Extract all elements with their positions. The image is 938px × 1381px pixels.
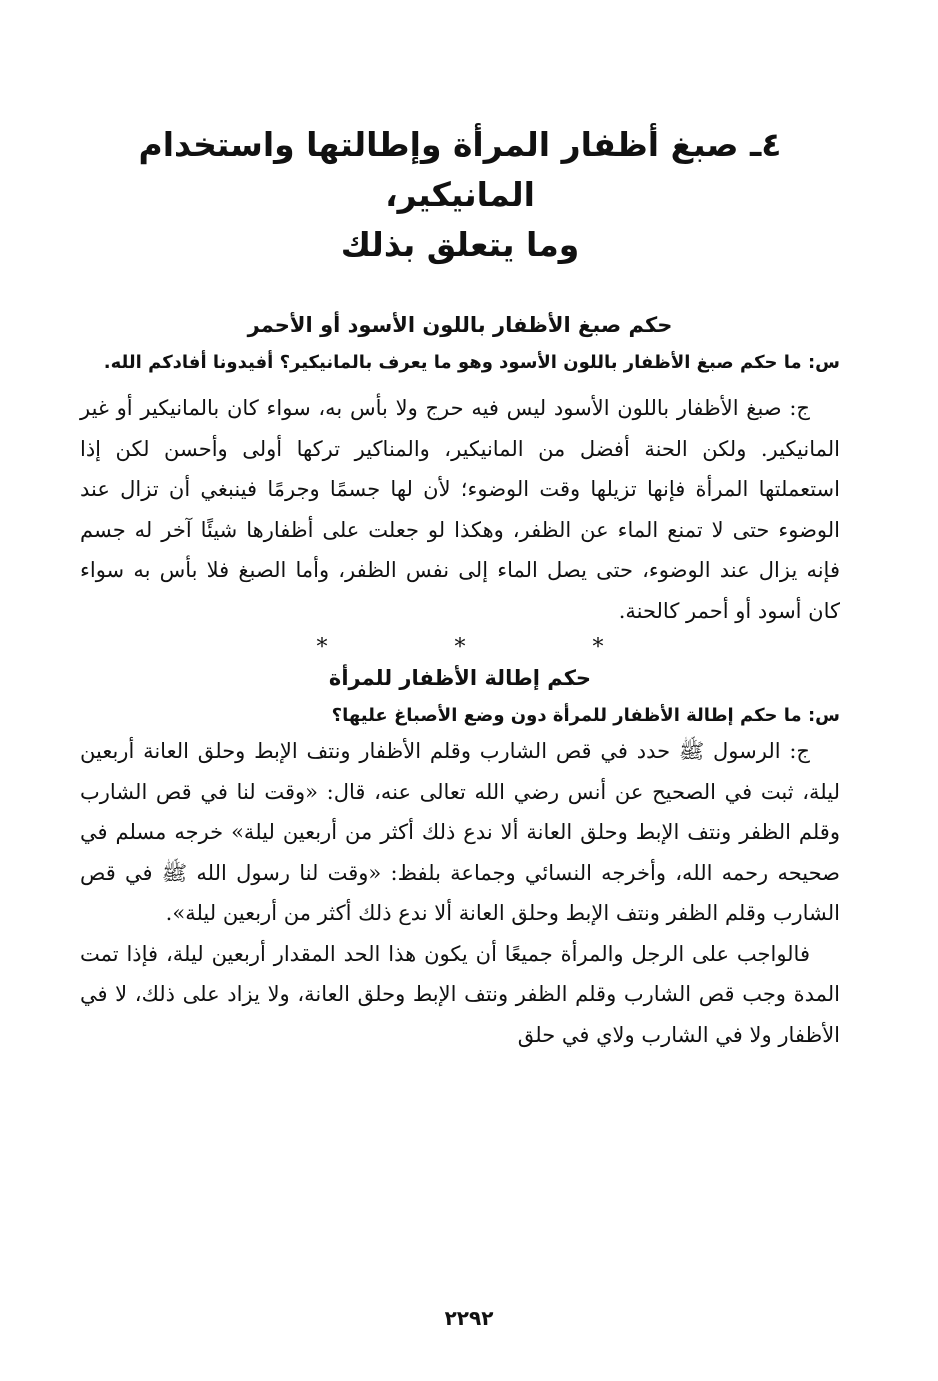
chapter-title-line1: ٤ـ صبغ أظفار المرأة وإطالتها واستخدام المانيكير، — [138, 125, 782, 214]
page-content — [80, 120, 840, 1055]
question-lengthening: س: ما حكم إطالة الأظفار للمرأة دون وضع الأصباغ عليها؟ — [331, 705, 840, 726]
answer-dyeing: ج: صبغ الأظفار باللون الأسود ليس فيه حرج ولا بأس به، سواء كان بالمانيكير أو غير المانيكير. ولكن الحنة أفضل من المانيكير، والمناكير تركها أولى وأحسن لكن إذا استعملتها المرأة فإنها تزيلها وقت الوضوء؛ لأن لها جسمًا وجرمًا فينبغي أن تزال عند الوضوء حتى لا تمنع الماء عن الظفر، وهكذا لو جعلت على أظفارها شيئًا آخر له جسم فإنه يزال عند الوضوء، حتى يصل الماء إلى نفس الظفر، وأما الصبغ فلا بأس به سواء كان أسود أو أحمر كالحنة. — [80, 396, 840, 623]
chapter-title — [80, 120, 840, 270]
section-heading-lengthening: حكم إطالة الأظفار للمرأة — [328, 666, 592, 690]
section-separator: * * * — [316, 635, 664, 660]
chapter-title-line2: وما يتعلق بذلك — [340, 225, 580, 264]
page-number: ٢٢٩٢ — [444, 1306, 494, 1330]
answer-lengthening-continuation: فالواجب على الرجل والمرأة جميعًا أن يكون هذا الحد المقدار أربعين ليلة، فإذا تمت المدة وجب قص الشارب وقلم الظفر ونتف الإبط وحلق العانة، ولا يزاد على ذلك، لا في الأظفار ولا في الشارب ولاي في حلق — [80, 941, 840, 1047]
answer-lengthening: ج: الرسول ﷺ حدد في قص الشارب وقلم الأظفار ونتف الإبط وحلق العانة أربعين ليلة، ثبت في الصحيح عن أنس رضي الله تعالى عنه، قال: «وقت لنا في قص الشارب وقلم الظفر ونتف الإبط وحلق العانة ألا ندع ذلك أكثر من أربعين ليلة» خرجه مسلم في صحيحه رحمه الله، وأخرجه النسائي وجماعة بلفظ: «وقت لنا رسول الله ﷺ في قص الشارب وقلم الظفر ونتف الإبط وحلق العانة ألا ندع ذلك أكثر من أربعين ليلة». — [80, 739, 840, 925]
question-dyeing: س: ما حكم صبغ الأظفار باللون الأسود وهو ما يعرف بالمانيكير؟ أفيدونا أفادكم الله. — [103, 352, 840, 373]
section-heading-dyeing: حكم صبغ الأظفار باللون الأسود أو الأحمر — [247, 313, 673, 337]
